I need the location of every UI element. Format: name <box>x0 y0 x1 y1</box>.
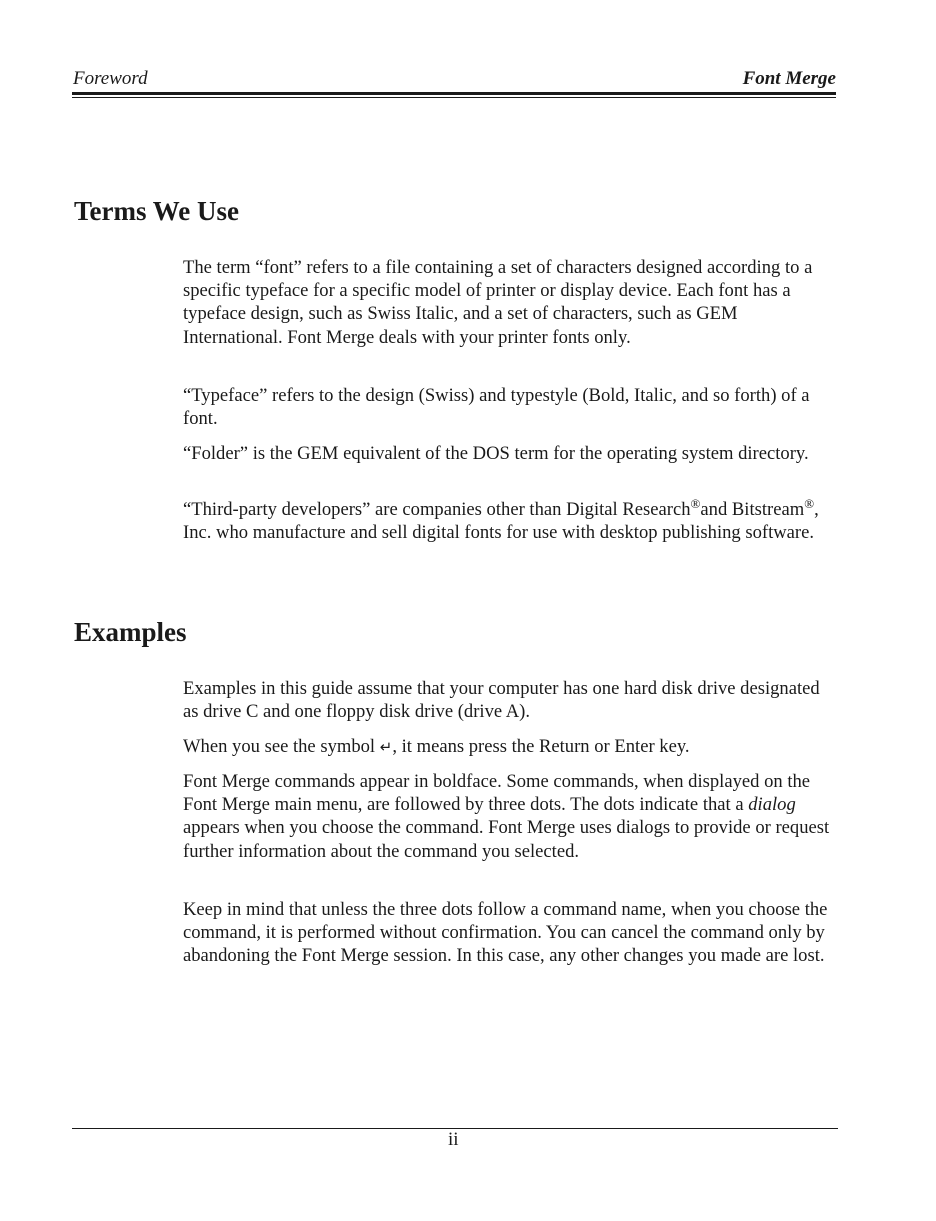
return-text-after: , it means press the Return or Enter key. <box>392 736 690 757</box>
section-heading-examples: Examples <box>74 617 187 647</box>
commands-text-before: Font Merge commands appear in boldface. Some commands, when displayed on the Font Merge main menu, are followed by three dots. The dots indicate that a <box>183 771 811 816</box>
paragraph-third-party-definition <box>183 498 833 544</box>
registered-mark: ® <box>804 496 815 511</box>
running-header-section: Foreword <box>73 68 148 89</box>
third-party-text-3: , Inc. who manufacture and sell digital fonts for use with desktop publishing software. <box>183 499 819 544</box>
paragraph-return-symbol <box>183 735 833 759</box>
third-party-text-1: “Third-party developers” are companies other than Digital Research <box>183 499 691 520</box>
paragraph-confirmation-note: Keep in mind that unless the three dots follow a command name, when you choose the command, it is performed without confirmation. You can cancel the command only by abandoning the Font Merge session. In this case, any other changes you made are lost. <box>183 899 828 967</box>
return-text-before: When you see the symbol <box>183 736 380 757</box>
return-key-icon: ↵ <box>379 738 393 756</box>
header-rule-thin <box>72 97 836 98</box>
third-party-text-2: and Bitstream <box>700 499 805 520</box>
commands-text-after: appears when you choose the command. Font Merge uses dialogs to provide or request further information about the command you selected. <box>183 817 830 862</box>
paragraph-boldface-commands <box>183 770 833 863</box>
paragraph-drive-assumption: Examples in this guide assume that your computer has one hard disk drive designated as drive C and one floppy disk drive (drive A). <box>183 678 820 723</box>
dialog-term: dialog <box>748 794 796 816</box>
section-heading-terms: Terms We Use <box>74 196 239 226</box>
paragraph-font-definition: The term “font” refers to a file containing a set of characters designed according to a specific typeface for a specific model of printer or display device. Each font has a typeface design, such as Swiss Italic, and a set of characters, such as GEM International. Font Merge deals with your printer fonts only. <box>183 257 813 348</box>
paragraph-folder-definition: “Folder” is the GEM equivalent of the DOS term for the operating system directory. <box>183 443 809 464</box>
running-header-title: Font Merge <box>742 68 836 89</box>
header-rule <box>72 92 836 95</box>
paragraph-typeface-definition: “Typeface” refers to the design (Swiss) and typestyle (Bold, Italic, and so forth) of a font. <box>183 385 810 430</box>
registered-mark: ® <box>690 496 701 511</box>
page-number: ii <box>448 1129 459 1150</box>
